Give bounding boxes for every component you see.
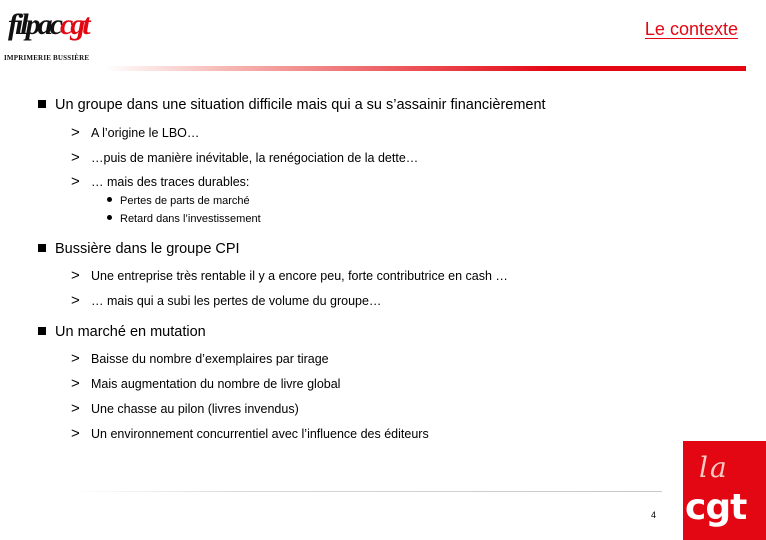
arrow-bullet-icon: >	[71, 124, 80, 141]
slide-title: Le contexte	[644, 19, 738, 39]
arrow-bullet-icon: >	[71, 375, 80, 392]
list-item: > Une entreprise très rentable il y a encore peu, forte contributrice en cash …	[71, 267, 508, 284]
logo-subtitle: IMPRIMERIE BUSSIÈRE	[4, 54, 90, 62]
list-item: > A l’origine le LBO…	[71, 124, 200, 141]
list-item: > …puis de manière inévitable, la renégociation de la dette…	[71, 149, 419, 166]
header-divider	[104, 66, 746, 71]
cgt-logo-word: cgt	[685, 487, 747, 528]
section-heading: Un groupe dans une situation difficile mais qui a su s’assainir financièrement	[38, 97, 546, 113]
square-bullet-icon	[38, 327, 46, 335]
list-item: > … mais des traces durables:	[71, 173, 250, 190]
round-bullet-icon	[107, 197, 112, 202]
sub-list-item: Retard dans l’investissement	[107, 213, 261, 225]
arrow-bullet-icon: >	[71, 173, 80, 190]
filpac-cgt-logo	[2, 2, 102, 64]
list-item: > Un environnement concurrentiel avec l’influence des éditeurs	[71, 425, 429, 442]
footer-divider	[70, 491, 662, 492]
arrow-bullet-icon: >	[71, 400, 80, 417]
page-number: 4	[651, 510, 657, 520]
square-bullet-icon	[38, 244, 46, 252]
list-item: > Mais augmentation du nombre de livre global	[71, 375, 341, 392]
section-heading: Bussière dans le groupe CPI	[38, 241, 240, 257]
round-bullet-icon	[107, 215, 112, 220]
section-heading: Un marché en mutation	[38, 324, 206, 340]
arrow-bullet-icon: >	[71, 425, 80, 442]
list-item: > … mais qui a subi les pertes de volume du groupe…	[71, 292, 382, 309]
filpac-logo-wordmark: filpaccgt	[8, 8, 88, 41]
arrow-bullet-icon: >	[71, 267, 80, 284]
arrow-bullet-icon: >	[71, 350, 80, 367]
arrow-bullet-icon: >	[71, 149, 80, 166]
list-item: > Une chasse au pilon (livres invendus)	[71, 400, 299, 417]
list-item: > Baisse du nombre d’exemplaires par tirage	[71, 350, 329, 367]
cgt-logo	[683, 441, 766, 540]
arrow-bullet-icon: >	[71, 292, 80, 309]
sub-list-item: Pertes de parts de marché	[107, 195, 250, 207]
cgt-logo-la: la	[699, 451, 729, 484]
square-bullet-icon	[38, 100, 46, 108]
